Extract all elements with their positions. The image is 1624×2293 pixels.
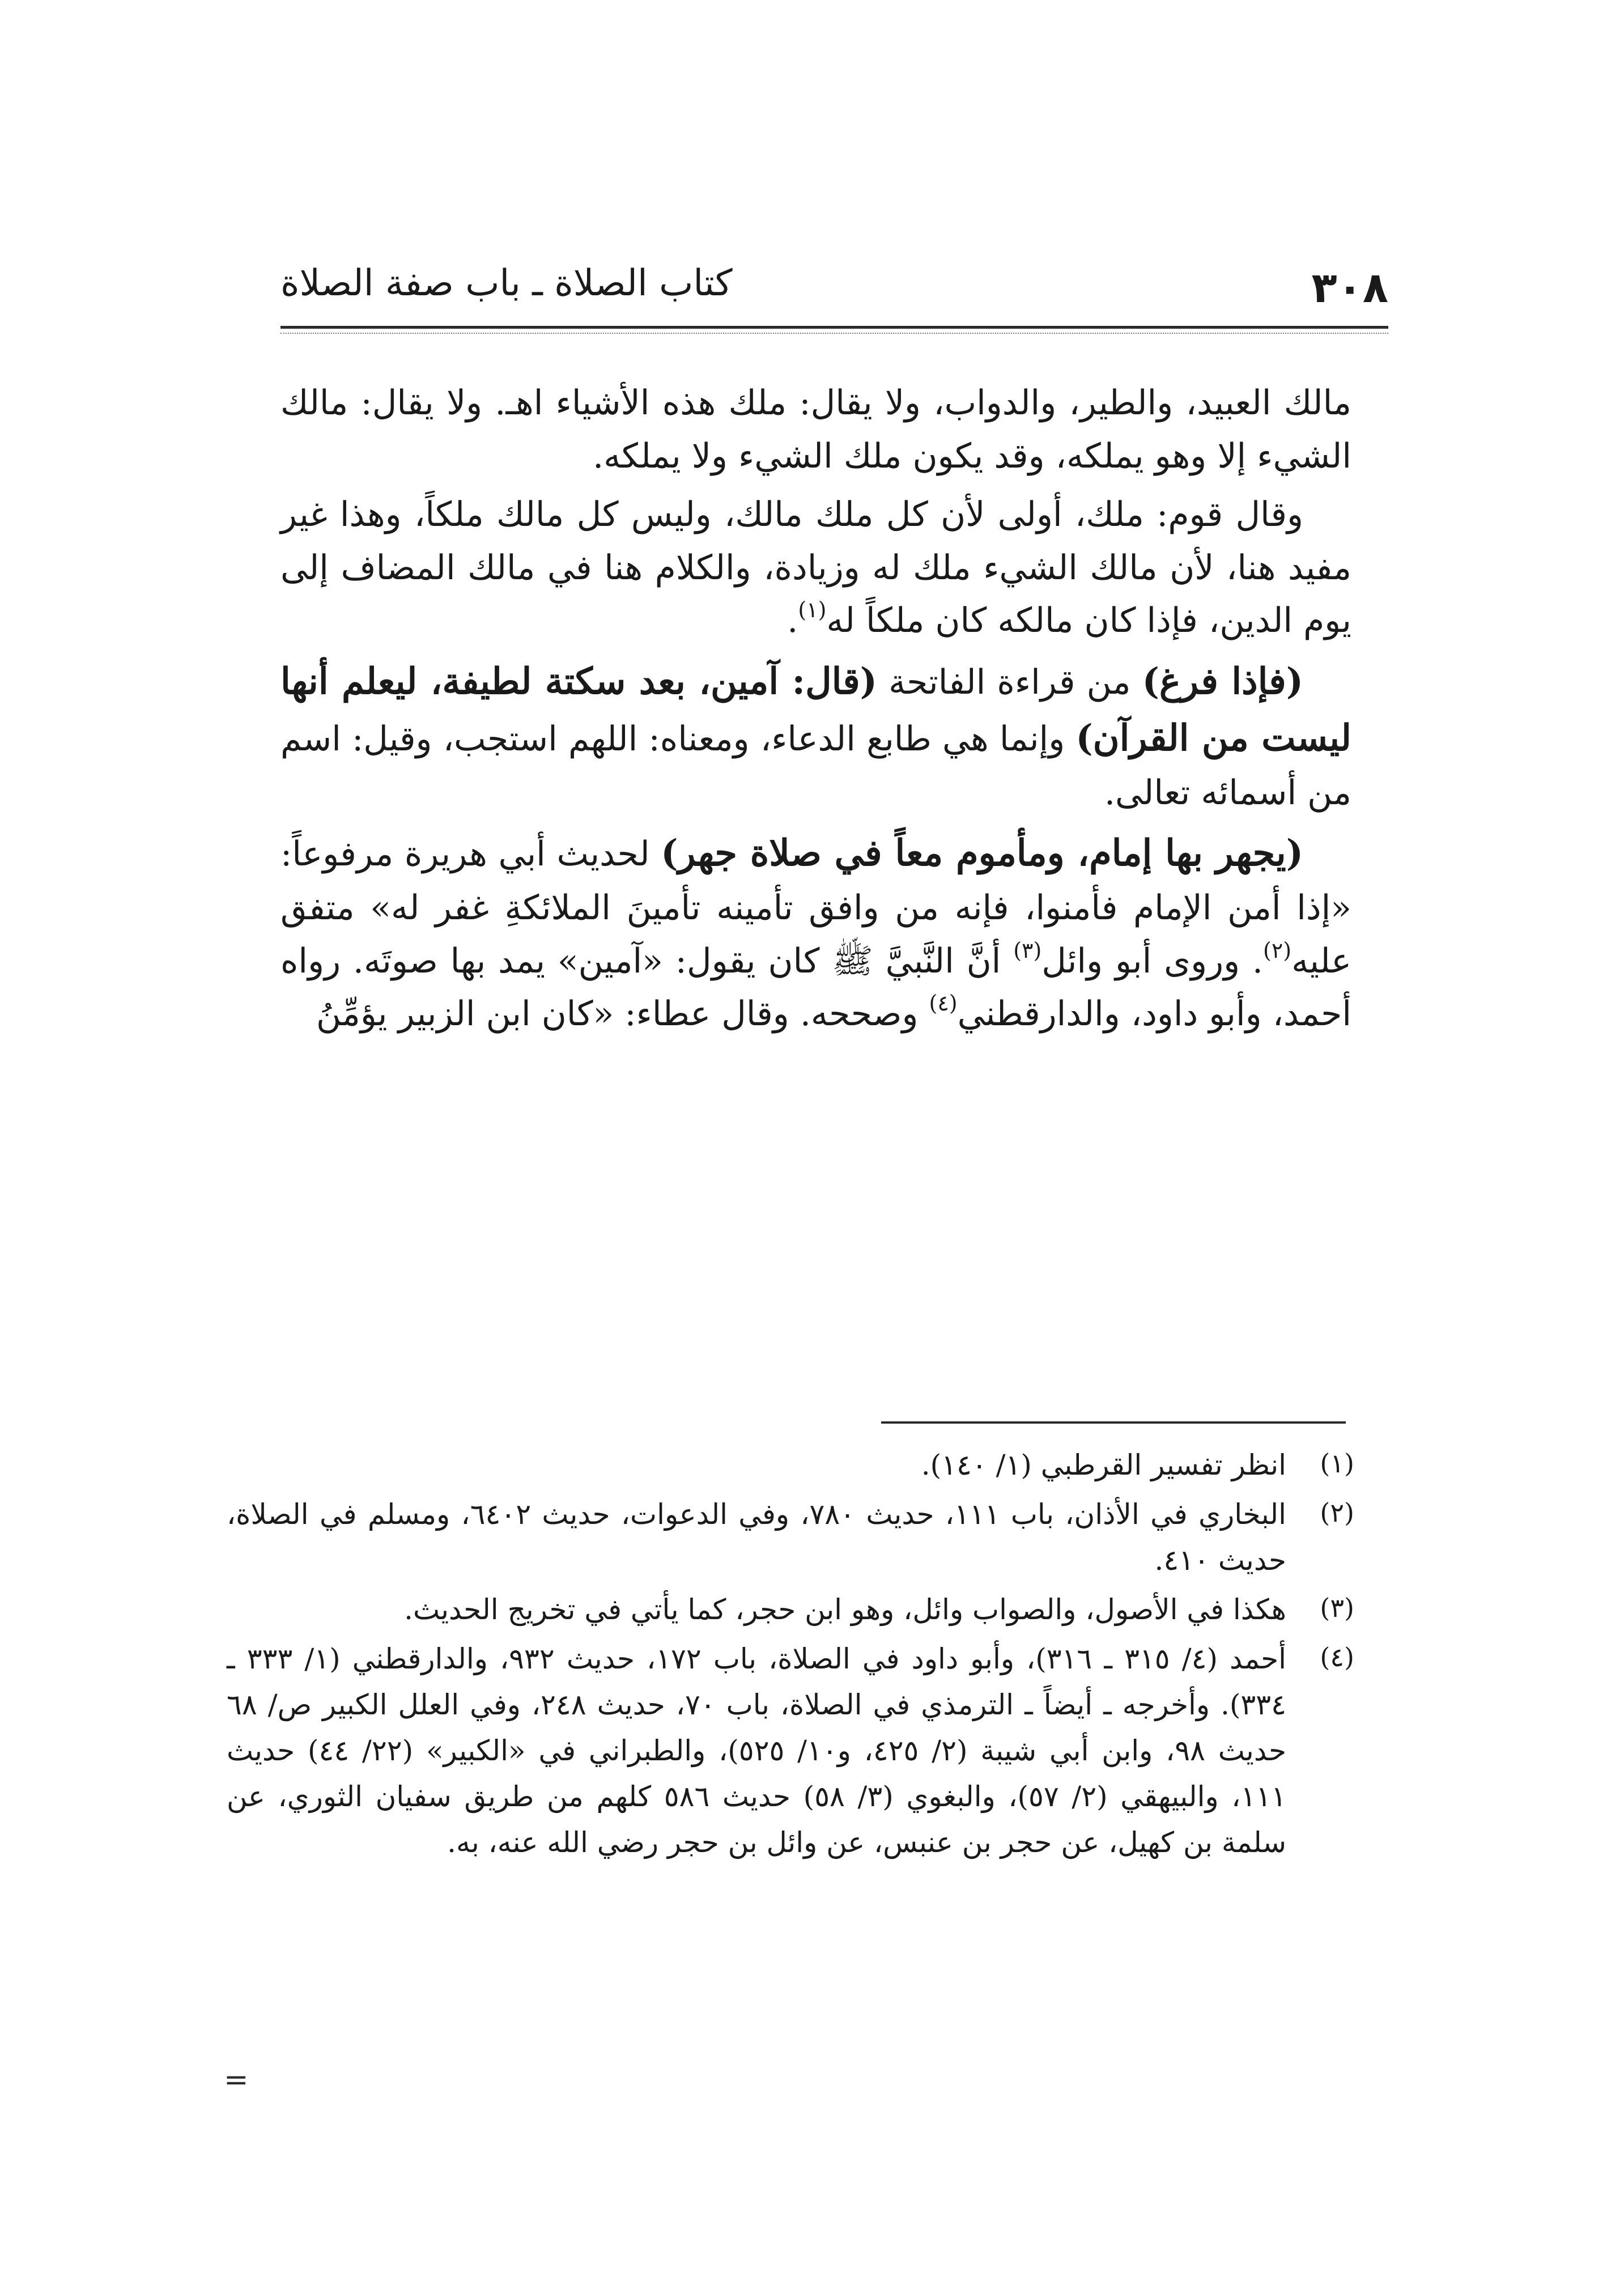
matn-text: (قال: آمين، بعد سكتة لطيفة، ليعلم أنها ليست من القرآن): [280, 660, 1351, 759]
footnote-text: انظر تفسير القرطبي (١/ ١٤٠).: [921, 1449, 1286, 1481]
footnote-number: (٢): [1320, 1497, 1354, 1528]
chapter-title: كتاب الصلاة ـ باب صفة الصلاة: [280, 262, 733, 304]
footnote-text: أحمد (٤/ ٣١٥ ـ ٣١٦)، وأبو داود في الصلاة، باب ١٧٢، حديث ٩٣٢، والدارقطني (١/ ٣٣٣ ـ ٣٣٤). وأخرجه ـ أيضاً ـ الترمذي في الصلاة، باب ٧٠، حديث ٢٤٨، وفي العلل الكبير ص/ ٦٨ حديث ٩٨، وابن أبي شيبة (٢/ ٤٢٥، و١٠/ ٥٢٥)، والطبراني في «الكبير» (٢٢/ ٤٤) حديث ١١١، والبيهقي (٢/ ٥٧)، والبغوي (٣/ ٥٨) حديث ٥٨٦ كلهم من طريق سفيان الثوري، عن سلمة بن كهيل، عن حجر بن عنبس، عن وائل بن حجر رضي الله عنه، به.: [227, 1642, 1287, 1859]
matn-text: (فإذا فرغ): [1142, 660, 1304, 703]
paragraph-3: (فإذا فرغ) من قراءة الفاتحة (قال: آمين، بعد سكتة لطيفة، ليعلم أنها ليست من القرآن) وإنما هي طابع الدعاء، ومعناه: اللهم استجب، وقيل: اسم من أسمائه تعالى.: [280, 660, 1351, 813]
paragraph-2: وقال قوم: ملك، أولى لأن كل ملك مالك، وليس كل مالك ملكاً، وهذا غير مفيد هنا، لأن مالك الشيء ملك له وزيادة، والكلام هنا في مالك المضاف إلى يوم الدين، فإذا كان مالكه كان ملكاً له$^{(١)}$.: [280, 495, 1351, 641]
continues-mark: =: [224, 2063, 249, 2097]
header-rule: [280, 326, 1388, 329]
footnote-item: [227, 1442, 1354, 1488]
footnote-ref-1[interactable]: (١): [798, 597, 827, 623]
footnote-ref-4[interactable]: (٤): [929, 991, 958, 1016]
footnote-item: [227, 1636, 1354, 1866]
footnote-item: [227, 1587, 1354, 1633]
footnote-text: هكذا في الأصول، والصواب وائل، وهو ابن حجر، كما يأتي في تخريج الحديث.: [404, 1593, 1286, 1626]
main-text: [280, 377, 1351, 1041]
footnote-ref-3[interactable]: (٣): [1013, 937, 1042, 963]
running-header: [280, 247, 1388, 329]
footnote-separator: [881, 1421, 1346, 1424]
footnote-item: [227, 1492, 1354, 1583]
footnote-number: (٤): [1320, 1642, 1354, 1672]
page-number: ٣٠٨: [1311, 264, 1388, 312]
footnotes: [227, 1442, 1354, 1869]
paragraph-1: مالك العبيد، والطير، والدواب، ولا يقال: ملك هذه الأشياء اهـ. ولا يقال: مالك الشيء إلا وهو يملكه، وقد يكون ملك الشيء ولا يملكه.: [280, 383, 1351, 476]
header-rule-dotted: [280, 333, 1388, 334]
footnote-number: (١): [1320, 1448, 1354, 1479]
matn-text: (يجهر بها إمام، ومأموم معاً في صلاة جهر): [661, 832, 1303, 875]
footnote-ref-2[interactable]: (٢): [1262, 937, 1292, 963]
footnote-number: (٣): [1320, 1593, 1354, 1623]
paragraph-4: (يجهر بها إمام، ومأموم معاً في صلاة جهر) لحديث أبي هريرة مرفوعاً: «إذا أمن الإمام فأمنوا، فإنه من وافق تأمينه تأمينَ الملائكةِ غفر له» متفق عليه$^{(٢)}$. وروى أبو وائل$^{(٣)}$ أنَّ النَّبيَّ ﷺ كان يقول: «آمين» يمد بها صوتَه. رواه أحمد، وأبو داود، والدارقطني$^{(٤)}$ وصححه. وقال عطاء: «كان ابن الزبير يؤمِّنُ: [280, 832, 1351, 1034]
footnote-text: البخاري في الأذان، باب ١١١، حديث ٧٨٠، وفي الدعوات، حديث ٦٤٠٢، ومسلم في الصلاة، حديث ٤١٠.: [227, 1498, 1286, 1577]
